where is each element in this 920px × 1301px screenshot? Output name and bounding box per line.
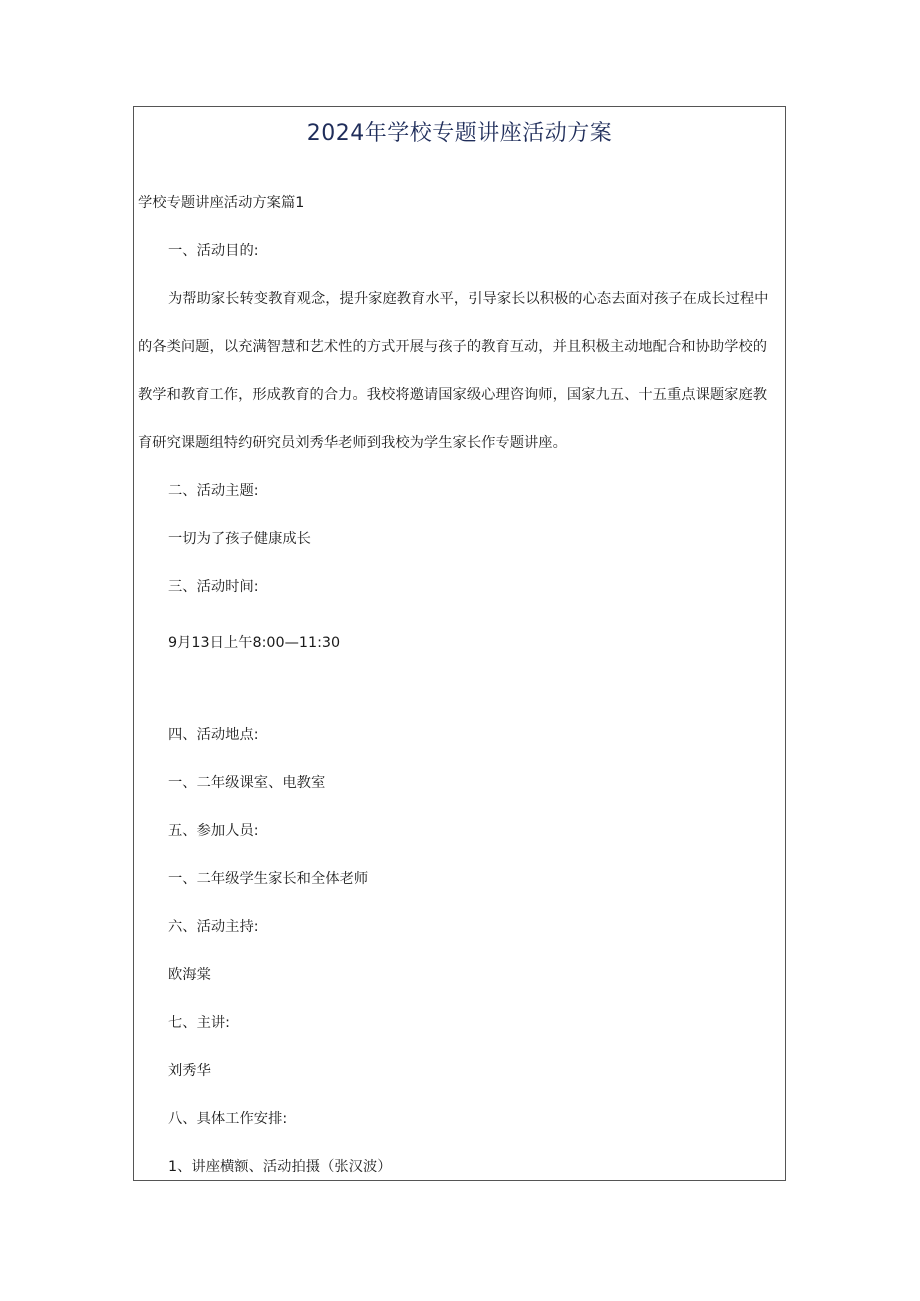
- section-heading-purpose: 一、活动目的:: [168, 243, 259, 259]
- document-title: 2024年学校专题讲座活动方案: [306, 121, 613, 146]
- paragraph-line: 的各类问题，以充满智慧和艺术性的方式开展与孩子的教育互动，并且积极主动地配合和协助学校的: [138, 339, 768, 355]
- section-body-location: 一、二年级课室、电教室: [168, 775, 326, 791]
- section-body-time: 9月13日上午8:00—11:30: [168, 635, 341, 651]
- section-heading-participants: 五、参加人员:: [168, 823, 259, 839]
- section-body-theme: 一切为了孩子健康成长: [168, 531, 311, 547]
- paragraph-line: 育研究课题组特约研究员刘秀华老师到我校为学生家长作专题讲座。: [138, 435, 567, 451]
- section-body-host: 欧海棠: [168, 967, 211, 983]
- section-heading-arrangements: 八、具体工作安排:: [168, 1111, 288, 1127]
- document-page: [133, 106, 786, 1181]
- section-body-speaker: 刘秀华: [168, 1063, 211, 1079]
- section-heading-time: 三、活动时间:: [168, 579, 259, 595]
- arrangement-item: 1、讲座横额、活动拍摄（张汉波）: [168, 1159, 392, 1175]
- paragraph-line: 为帮助家长转变教育观念，提升家庭教育水平，引导家长以积极的心态去面对孩子在成长过程中: [168, 291, 769, 307]
- section-heading-theme: 二、活动主题:: [168, 483, 259, 499]
- section-heading-location: 四、活动地点:: [168, 727, 259, 743]
- section-heading-speaker: 七、主讲:: [168, 1015, 231, 1031]
- section-body-participants: 一、二年级学生家长和全体老师: [168, 871, 369, 887]
- section-heading-host: 六、活动主持:: [168, 919, 259, 935]
- paragraph-line: 教学和教育工作，形成教育的合力。我校将邀请国家级心理咨询师，国家九五、十五重点课题家庭教: [138, 387, 768, 403]
- document-subtitle: 学校专题讲座活动方案篇1: [138, 195, 305, 211]
